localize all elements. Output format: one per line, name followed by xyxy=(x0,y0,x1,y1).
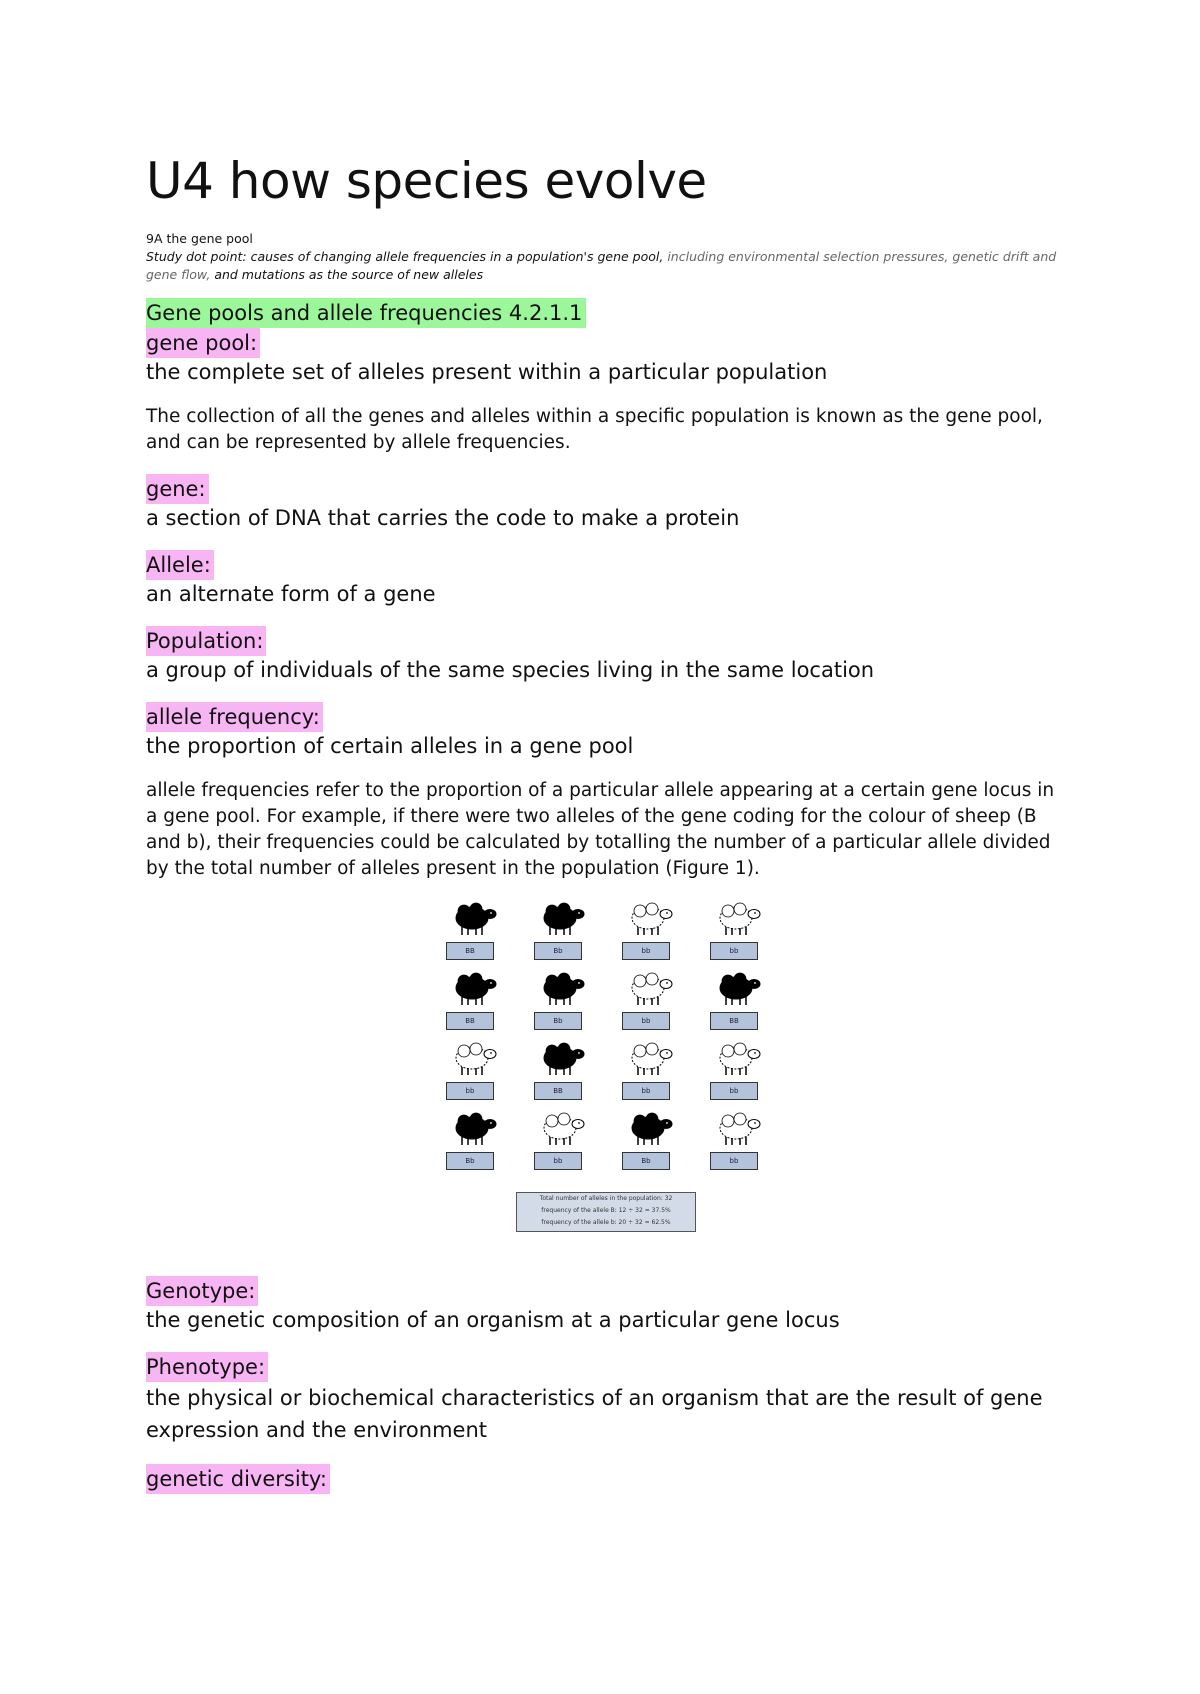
genotype-label: Bb xyxy=(534,1012,582,1030)
genotype-label: bb xyxy=(622,1012,670,1030)
def-gene-pool: the complete set of alleles present within a particular population xyxy=(146,360,828,384)
freq-line: frequency of the allele b: 20 ÷ 32 = 62.5% xyxy=(541,1219,671,1226)
genotype-label: BB xyxy=(710,1012,758,1030)
sheep-icon xyxy=(628,1112,674,1150)
genotype-label: BB xyxy=(446,942,494,960)
figure-sheep-population xyxy=(146,902,1066,1262)
term-population: Population: xyxy=(146,626,266,656)
sheep-icon xyxy=(452,972,498,1010)
paragraph-gene-pool: The collection of all the genes and alleles within a specific population is known as the gene pool, and can be represented by allele frequencies. xyxy=(146,406,1043,453)
study-dot-point-end: and mutations as the source of new alleles xyxy=(210,267,484,282)
sheep-white xyxy=(710,1112,770,1178)
sheep-white xyxy=(534,1112,594,1178)
sheep-icon xyxy=(628,972,674,1010)
genotype-label: Bb xyxy=(446,1152,494,1170)
sheep-black xyxy=(622,1112,682,1178)
sheep-icon xyxy=(452,1042,498,1080)
sheep-icon xyxy=(540,902,586,940)
sheep-icon xyxy=(540,1112,586,1150)
sheep-white xyxy=(622,1042,682,1108)
paragraph-allele-frequency: allele frequencies refer to the proportion of a particular allele appearing at a certain gene locus in a gene pool. For example, if there were two alleles of the gene coding for the colour of sheep (B and b), their frequencies could be calculated by totalling the number of a particular allele divided by the total number of alleles present in the population (Figure 1). xyxy=(146,780,1055,879)
sheep-white xyxy=(622,902,682,968)
sheep-icon xyxy=(452,902,498,940)
sheep-icon xyxy=(540,972,586,1010)
sheep-icon xyxy=(628,902,674,940)
allele-frequency-box xyxy=(516,1192,696,1232)
genotype-label: bb xyxy=(710,1152,758,1170)
term-gene-pool: gene pool: xyxy=(146,328,260,358)
subtitle: 9A the gene pool xyxy=(146,231,253,246)
sheep-white xyxy=(710,902,770,968)
study-dot-point-grey: including environmental selection pressures, genetic drift and gene flow, xyxy=(146,249,1057,282)
genotype-label: bb xyxy=(622,942,670,960)
sheep-white xyxy=(622,972,682,1038)
sheep-icon xyxy=(716,972,762,1010)
sheep-black xyxy=(534,1042,594,1108)
sheep-icon xyxy=(716,1112,762,1150)
sheep-icon xyxy=(628,1042,674,1080)
study-dot-point xyxy=(146,248,1066,284)
term-gene: gene: xyxy=(146,474,209,504)
sheep-black xyxy=(710,972,770,1038)
term-allele: Allele: xyxy=(146,550,214,580)
freq-line: Total number of alleles in the population: 32 xyxy=(539,1195,673,1202)
genotype-label: bb xyxy=(710,1082,758,1100)
term-genotype: Genotype: xyxy=(146,1276,258,1306)
genotype-label: bb xyxy=(622,1082,670,1100)
genotype-label: BB xyxy=(534,1082,582,1100)
sheep-icon xyxy=(716,1042,762,1080)
term-genetic-diversity: genetic diversity: xyxy=(146,1464,330,1494)
sheep-black xyxy=(534,972,594,1038)
genotype-label: bb xyxy=(446,1082,494,1100)
freq-line: frequency of the allele B: 12 ÷ 32 = 37.5% xyxy=(541,1207,671,1214)
sheep-black xyxy=(446,902,506,968)
sheep-white xyxy=(710,1042,770,1108)
def-gene: a section of DNA that carries the code to make a protein xyxy=(146,506,740,530)
def-phenotype: the physical or biochemical characteristics of an organism that are the result of gene expression and the environment xyxy=(146,1386,1043,1442)
genotype-label: BB xyxy=(446,1012,494,1030)
genotype-label: bb xyxy=(534,1152,582,1170)
sheep-icon xyxy=(452,1112,498,1150)
sheep-icon xyxy=(540,1042,586,1080)
def-genotype: the genetic composition of an organism at a particular gene locus xyxy=(146,1308,840,1332)
def-population: a group of individuals of the same species living in the same location xyxy=(146,658,875,682)
def-allele: an alternate form of a gene xyxy=(146,582,436,606)
def-allele-frequency: the proportion of certain alleles in a gene pool xyxy=(146,734,634,758)
genotype-label: Bb xyxy=(534,942,582,960)
sheep-icon xyxy=(716,902,762,940)
document-page xyxy=(146,150,1066,1494)
term-phenotype: Phenotype: xyxy=(146,1352,268,1382)
term-allele-frequency: allele frequency: xyxy=(146,702,323,732)
genotype-label: Bb xyxy=(622,1152,670,1170)
study-dot-point-main: Study dot point: causes of changing allele frequencies in a population's gene pool, xyxy=(146,249,664,264)
sheep-black xyxy=(446,1112,506,1178)
sheep-black xyxy=(534,902,594,968)
sheep-black xyxy=(446,972,506,1038)
sheep-white xyxy=(446,1042,506,1108)
genotype-label: bb xyxy=(710,942,758,960)
page-title: U4 how species evolve xyxy=(146,152,707,210)
section-heading: Gene pools and allele frequencies 4.2.1.1 xyxy=(146,298,586,328)
